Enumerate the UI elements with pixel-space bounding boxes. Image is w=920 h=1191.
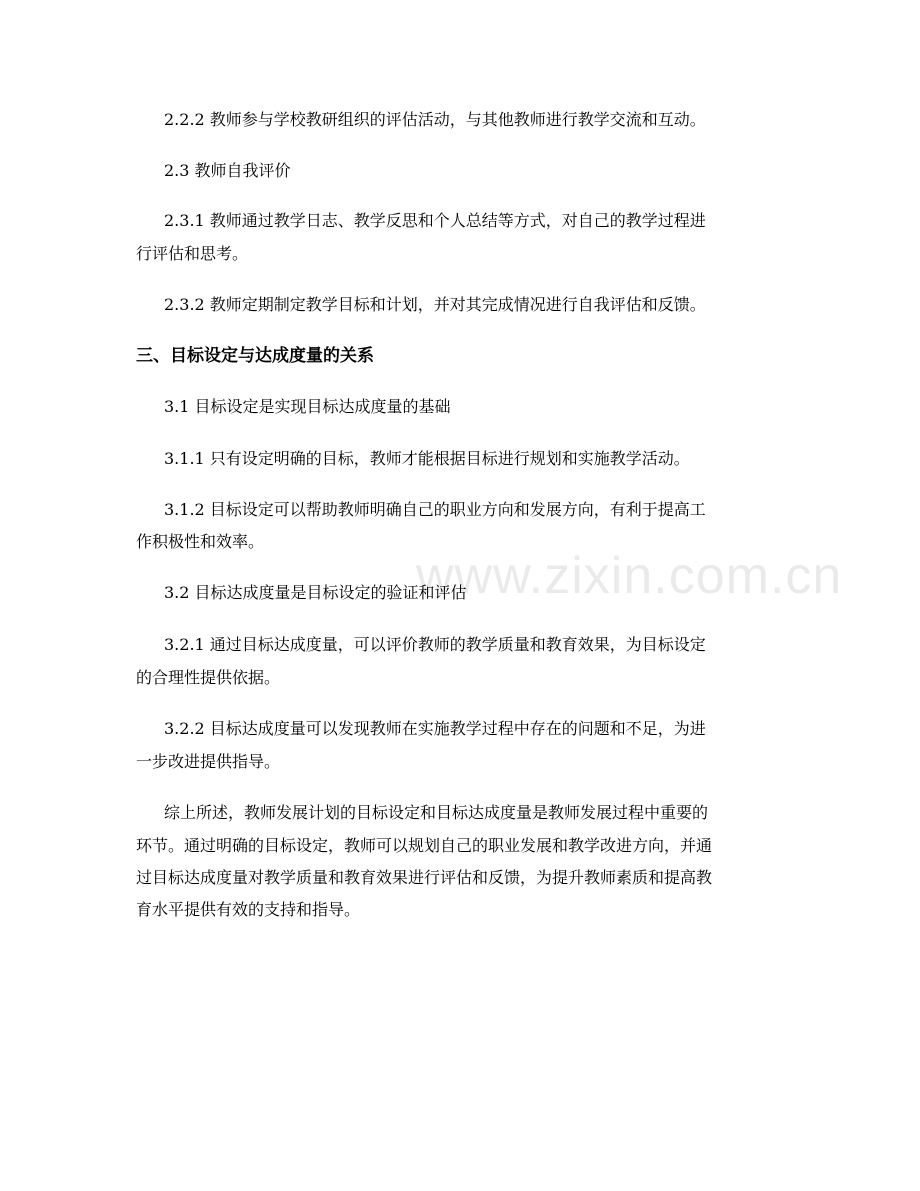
chapter-heading-3: 三、目标设定与达成度量的关系: [136, 346, 374, 366]
watermark: www.zixin.com.cn: [416, 547, 843, 605]
paragraph-3-2-2-line-1: 3.2.2 目标达成度量可以发现教师在实施教学过程中存在的问题和不足，为进: [164, 719, 706, 738]
section-heading-2-3: 2.3 教师自我评价: [164, 161, 291, 180]
section-heading-3-2: 3.2 目标达成度量是目标设定的验证和评估: [164, 583, 467, 602]
paragraph-3-1-2-line-2: 作积极性和效率。: [136, 532, 265, 551]
paragraph-3-2-1-line-2: 的合理性提供依据。: [136, 668, 281, 687]
paragraph-2-2-2: 2.2.2 教师参与学校教研组织的评估活动，与其他教师进行教学交流和互动。: [164, 110, 706, 129]
summary-line-2: 环节。通过明确的目标设定，教师可以规划自己的职业发展和教学改进方向，并通: [136, 836, 713, 855]
paragraph-2-3-1-line-1: 2.3.1 教师通过教学日志、教学反思和个人总结等方式，对自己的教学过程进: [164, 211, 706, 230]
paragraph-3-1-2-line-1: 3.1.2 目标设定可以帮助教师明确自己的职业方向和发展方向，有利于提高工: [164, 500, 706, 519]
section-heading-3-1: 3.1 目标设定是实现目标达成度量的基础: [164, 397, 451, 416]
paragraph-3-2-1-line-1: 3.2.1 通过目标达成度量，可以评价教师的教学质量和教育效果，为目标设定: [164, 635, 706, 654]
paragraph-2-3-2: 2.3.2 教师定期制定教学目标和计划，并对其完成情况进行自我评估和反馈。: [164, 295, 706, 314]
summary-line-3: 过目标达成度量对教学质量和教育效果进行评估和反馈，为提升教师素质和提高教: [136, 868, 713, 887]
paragraph-3-2-2-line-2: 一步改进提供指导。: [136, 752, 281, 771]
summary-line-4: 育水平提供有效的支持和指导。: [136, 900, 361, 919]
paragraph-2-3-1-line-2: 行评估和思考。: [136, 244, 249, 263]
summary-line-1: 综上所述，教师发展计划的目标设定和目标达成度量是教师发展过程中重要的: [164, 803, 709, 822]
paragraph-3-1-1: 3.1.1 只有设定明确的目标，教师才能根据目标进行规划和实施教学活动。: [164, 449, 690, 468]
